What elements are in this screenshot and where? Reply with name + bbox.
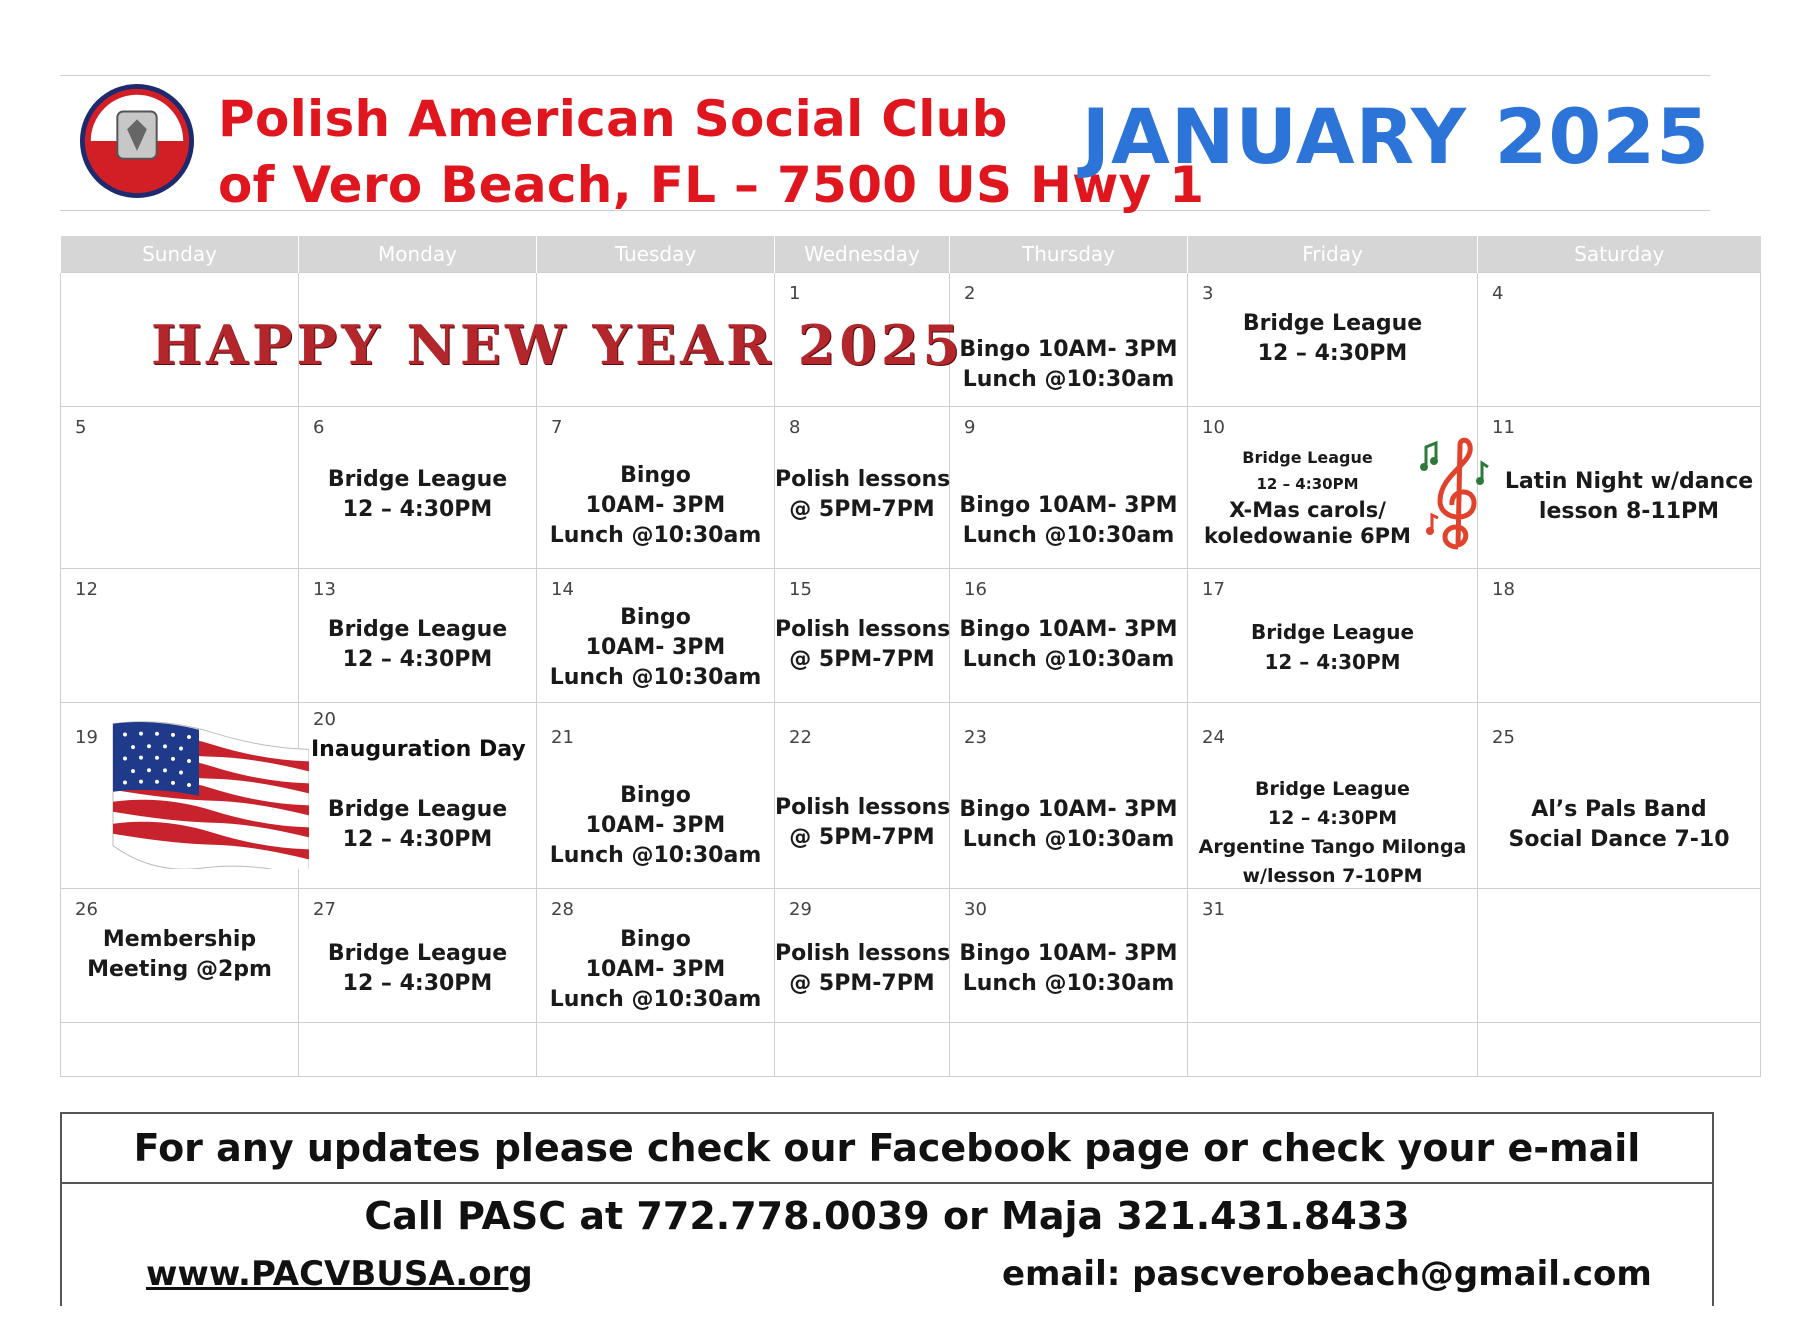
day-cell — [299, 703, 537, 889]
event-line: Bridge League — [1242, 448, 1373, 467]
website-link[interactable]: www.PACVBUSA.org — [146, 1254, 533, 1294]
event-bridge — [1188, 617, 1477, 677]
day-number: 6 — [313, 417, 325, 438]
event-inauguration-day: Inauguration Day — [311, 737, 526, 762]
day-number: 26 — [75, 899, 98, 920]
day-cell — [950, 889, 1188, 1023]
event-line: Bridge League — [327, 467, 508, 492]
event-line: 12 – 4:30PM — [1264, 650, 1401, 674]
day-number: 22 — [789, 727, 812, 748]
event-line: Lunch @10:30am — [962, 367, 1175, 392]
day-cell — [950, 703, 1188, 889]
event-line: Bridge League — [1255, 778, 1410, 800]
day-number: 15 — [789, 579, 812, 600]
month-title: JANUARY 2025 — [1081, 92, 1710, 181]
event-line: Bingo 10AM- 3PM — [959, 493, 1178, 518]
event-line: 12 – 4:30PM — [1256, 475, 1359, 493]
day-cell — [950, 273, 1188, 407]
weekday-thursday: Thursday — [950, 236, 1188, 273]
day-cell — [1478, 569, 1761, 703]
event-line: @ 5PM-7PM — [789, 647, 935, 672]
event-bingo — [950, 335, 1187, 395]
day-cell — [1188, 889, 1478, 1023]
event-bridge-xmas — [1188, 445, 1427, 549]
event-line: 10AM- 3PM — [585, 957, 726, 982]
week-row — [61, 703, 1761, 889]
club-name-line2: of Vero Beach, FL – 7500 US Hwy 1 — [218, 156, 1205, 214]
day-cell — [299, 889, 537, 1023]
weekday-wednesday: Wednesday — [775, 236, 950, 273]
event-bingo — [950, 795, 1187, 855]
event-line: 10AM- 3PM — [585, 635, 726, 660]
day-number: 21 — [551, 727, 574, 748]
event-line: Lunch @10:30am — [549, 665, 762, 690]
day-cell — [775, 703, 950, 889]
weekday-header-row — [61, 236, 1761, 273]
event-line: Meeting @2pm — [87, 957, 272, 982]
event-line: Bridge League — [327, 941, 508, 966]
event-line: w/lesson 7-10PM — [1242, 865, 1423, 887]
event-line: Bingo 10AM- 3PM — [959, 617, 1178, 642]
week-row-empty — [61, 1023, 1761, 1077]
event-line: Polish lessons — [775, 941, 951, 966]
week-row — [61, 407, 1761, 569]
event-latin-night — [1498, 467, 1760, 527]
event-line: @ 5PM-7PM — [789, 825, 935, 850]
day-cell-empty — [299, 1023, 537, 1077]
day-cell-empty — [950, 1023, 1188, 1077]
weekday-saturday: Saturday — [1478, 236, 1761, 273]
day-number: 13 — [313, 579, 336, 600]
event-bridge — [299, 615, 536, 675]
day-number: 14 — [551, 579, 574, 600]
day-cell — [775, 889, 950, 1023]
club-logo-icon — [78, 82, 196, 200]
day-number: 4 — [1492, 283, 1504, 304]
day-number: 9 — [964, 417, 976, 438]
event-line: Lunch @10:30am — [549, 523, 762, 548]
weekday-tuesday: Tuesday — [537, 236, 775, 273]
day-number: 28 — [551, 899, 574, 920]
event-line: Lunch @10:30am — [962, 971, 1175, 996]
day-cell-empty — [775, 1023, 950, 1077]
day-number: 16 — [964, 579, 987, 600]
event-line: Bingo — [620, 783, 691, 808]
event-line: Bridge League — [327, 617, 508, 642]
event-line: @ 5PM-7PM — [789, 497, 935, 522]
day-cell — [61, 569, 299, 703]
day-number: 10 — [1202, 417, 1225, 438]
day-cell — [1188, 407, 1478, 569]
event-line: X-Mas carols/ — [1229, 498, 1386, 522]
event-line: lesson 8-11PM — [1538, 499, 1720, 524]
day-number: 27 — [313, 899, 336, 920]
day-number: 18 — [1492, 579, 1515, 600]
event-line: Lunch @10:30am — [962, 827, 1175, 852]
event-line: Bridge League — [1250, 620, 1415, 644]
event-line: 10AM- 3PM — [585, 813, 726, 838]
contact-footer — [60, 1112, 1714, 1306]
day-cell — [61, 407, 299, 569]
day-number: 7 — [551, 417, 563, 438]
event-line: koledowanie 6PM — [1204, 524, 1411, 548]
day-cell — [775, 407, 950, 569]
event-line: Bingo — [620, 463, 691, 488]
event-line: Al’s Pals Band — [1531, 797, 1707, 822]
event-line: Polish lessons — [775, 617, 951, 642]
event-bingo — [950, 491, 1187, 551]
day-cell — [1478, 273, 1761, 407]
day-number: 30 — [964, 899, 987, 920]
event-line: 12 – 4:30PM — [342, 971, 493, 996]
event-line: Lunch @10:30am — [549, 987, 762, 1012]
day-number: 31 — [1202, 899, 1225, 920]
event-membership-meeting — [61, 925, 298, 985]
top-rule — [60, 75, 1710, 76]
day-cell — [537, 703, 775, 889]
happy-new-year-banner: HAPPY NEW YEAR 2025 — [151, 313, 965, 377]
day-cell — [537, 407, 775, 569]
email-address[interactable]: email: pascverobeach@gmail.com — [1002, 1254, 1652, 1294]
event-polish-lessons — [775, 939, 949, 999]
day-number: 23 — [964, 727, 987, 748]
day-cell — [1188, 703, 1478, 889]
event-bingo — [537, 781, 774, 871]
event-line: Lunch @10:30am — [549, 843, 762, 868]
event-line: Latin Night w/dance — [1504, 469, 1754, 494]
day-number: 12 — [75, 579, 98, 600]
weekday-sunday: Sunday — [61, 236, 299, 273]
day-cell — [299, 407, 537, 569]
day-cell — [537, 569, 775, 703]
week-row — [61, 569, 1761, 703]
event-line: Bingo 10AM- 3PM — [959, 797, 1178, 822]
day-cell — [61, 889, 299, 1023]
day-number: 2 — [964, 283, 976, 304]
event-line: 12 – 4:30PM — [1267, 807, 1398, 829]
day-cell — [950, 407, 1188, 569]
event-line: Lunch @10:30am — [962, 647, 1175, 672]
us-flag-icon — [103, 713, 309, 869]
day-number: 8 — [789, 417, 801, 438]
event-bridge — [299, 939, 536, 999]
day-cell — [1478, 703, 1761, 889]
event-line: Membership — [102, 927, 257, 952]
event-bingo — [537, 461, 774, 551]
day-number: 11 — [1492, 417, 1515, 438]
club-name-line1: Polish American Social Club — [218, 90, 1008, 148]
event-line: Bridge League — [1242, 311, 1423, 336]
day-cell-empty — [61, 273, 965, 407]
event-line: Polish lessons — [775, 467, 951, 492]
event-line: Polish lessons — [775, 795, 951, 820]
event-line: Argentine Tango Milonga — [1198, 836, 1467, 858]
day-number: 29 — [789, 899, 812, 920]
event-line: Bingo 10AM- 3PM — [959, 337, 1178, 362]
event-bridge — [1188, 309, 1477, 369]
event-bingo — [950, 939, 1187, 999]
event-als-pals — [1478, 795, 1760, 855]
day-cell — [950, 569, 1188, 703]
event-bridge — [299, 795, 536, 855]
day-number: 1 — [789, 283, 801, 304]
event-bingo — [537, 603, 774, 693]
event-line: @ 5PM-7PM — [789, 971, 935, 996]
day-cell — [1188, 569, 1478, 703]
event-polish-lessons — [775, 615, 949, 675]
day-cell — [537, 889, 775, 1023]
event-line: 10AM- 3PM — [585, 493, 726, 518]
event-line: Bingo 10AM- 3PM — [959, 941, 1178, 966]
day-number: 5 — [75, 417, 87, 438]
day-cell-empty — [537, 1023, 775, 1077]
day-number: 19 — [75, 727, 98, 748]
treble-clef-icon — [1420, 435, 1490, 555]
event-line: 12 – 4:30PM — [342, 497, 493, 522]
event-bridge — [299, 465, 536, 525]
event-line: Bridge League — [327, 797, 508, 822]
event-polish-lessons — [775, 793, 949, 853]
weekday-friday: Friday — [1188, 236, 1478, 273]
phone-numbers: Call PASC at 772.778.0039 or Maja 321.431.8433 — [364, 1194, 1410, 1238]
day-number: 3 — [1202, 283, 1214, 304]
event-line: 12 – 4:30PM — [342, 647, 493, 672]
day-number: 20 — [313, 709, 336, 730]
day-number: 17 — [1202, 579, 1225, 600]
event-line: Bingo — [620, 927, 691, 952]
event-line: Bingo — [620, 605, 691, 630]
event-bingo — [537, 925, 774, 1015]
day-number: 24 — [1202, 727, 1225, 748]
week-row — [61, 273, 1761, 407]
calendar-grid — [60, 236, 1761, 1077]
event-line: Social Dance 7-10 — [1508, 827, 1730, 852]
day-cell — [61, 703, 299, 889]
club-name — [218, 86, 1204, 218]
day-cell-empty — [1478, 889, 1761, 1023]
day-cell-empty — [1188, 1023, 1478, 1077]
event-line: 12 – 4:30PM — [1257, 341, 1408, 366]
day-cell — [1478, 407, 1761, 569]
event-polish-lessons — [775, 465, 949, 525]
week-row — [61, 889, 1761, 1023]
event-bridge-tango — [1188, 775, 1477, 891]
day-cell-empty — [61, 1023, 299, 1077]
updates-notice: For any updates please check our Facebook page or check your e-mail — [62, 1114, 1712, 1184]
event-line: 12 – 4:30PM — [342, 827, 493, 852]
day-number: 25 — [1492, 727, 1515, 748]
weekday-monday: Monday — [299, 236, 537, 273]
day-cell — [1188, 273, 1478, 407]
day-cell-empty — [1478, 1023, 1761, 1077]
day-cell — [775, 569, 950, 703]
event-bingo — [950, 615, 1187, 675]
event-line: Lunch @10:30am — [962, 523, 1175, 548]
day-cell — [299, 569, 537, 703]
